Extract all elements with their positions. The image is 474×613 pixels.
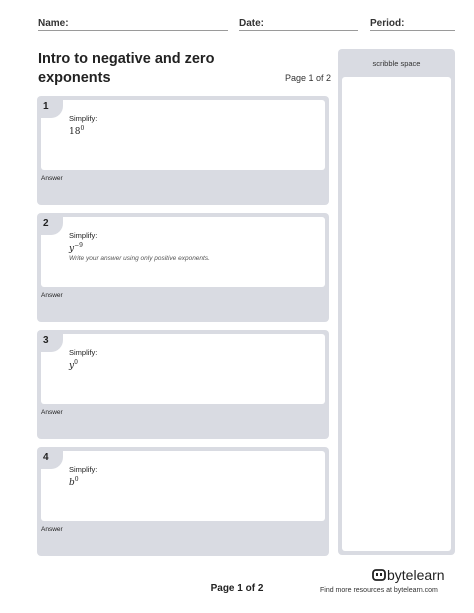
problem-1-prompt: Simplify: <box>69 114 98 123</box>
problem-card-2 <box>37 213 329 322</box>
title-line-1: Intro to negative and zero <box>38 51 215 67</box>
name-label: Name: <box>38 18 69 29</box>
problem-3-expression <box>69 359 78 371</box>
scribble-panel <box>338 49 455 555</box>
page-indicator-top: Page 1 of 2 <box>285 73 332 83</box>
date-line <box>239 30 358 31</box>
problem-1-number: 1 <box>41 100 63 118</box>
bytelearn-brand: bytelearn <box>387 567 445 583</box>
problem-3-prompt: Simplify: <box>69 348 98 357</box>
problem-2-expression <box>69 242 83 254</box>
title-line-2: exponents <box>38 70 111 86</box>
bytelearn-logo-icon <box>372 568 386 582</box>
problem-1-base: 18 <box>69 127 81 137</box>
name-line <box>38 30 228 31</box>
problem-2-instruction: Write your answer using only positive exponents. <box>69 255 210 262</box>
problem-2-base: y <box>69 244 75 254</box>
problem-1-exponent: 0 <box>80 125 85 132</box>
problem-1-question-area <box>41 100 325 170</box>
problem-3-exponent: 0 <box>74 359 78 366</box>
problem-4-number: 4 <box>41 451 63 469</box>
problem-3-number: 3 <box>41 334 63 352</box>
problem-card-3 <box>37 330 329 439</box>
bytelearn-logo <box>372 567 445 583</box>
date-label: Date: <box>239 18 265 29</box>
page-indicator-bottom: Page 1 of 2 <box>210 583 264 594</box>
problem-card-4 <box>37 447 329 556</box>
worksheet-title <box>38 50 268 88</box>
period-label: Period: <box>370 18 405 29</box>
scribble-area[interactable] <box>342 77 451 551</box>
footer-resources-link[interactable]: Find more resources at bytelearn.com <box>320 587 438 594</box>
problem-4-prompt: Simplify: <box>69 465 98 474</box>
problem-4-answer-label[interactable]: Answer <box>41 526 63 533</box>
problem-4-base: b <box>69 478 75 488</box>
problem-2-exponent: −9 <box>74 242 83 249</box>
problem-card-1 <box>37 96 329 205</box>
problem-4-question-area <box>41 451 325 521</box>
scribble-label: scribble space <box>372 59 421 68</box>
problem-1-expression <box>69 125 84 137</box>
problem-1-answer-label[interactable]: Answer <box>41 175 63 182</box>
problem-2-answer-label[interactable]: Answer <box>41 292 63 299</box>
problem-3-base: y <box>69 361 75 371</box>
problem-4-expression <box>69 476 79 488</box>
period-line <box>370 30 455 31</box>
problem-3-answer-label[interactable]: Answer <box>41 409 63 416</box>
problem-2-prompt: Simplify: <box>69 231 98 240</box>
problem-2-question-area <box>41 217 325 287</box>
problem-2-number: 2 <box>41 217 63 235</box>
problem-4-exponent: 0 <box>74 476 79 483</box>
problem-3-question-area <box>41 334 325 404</box>
